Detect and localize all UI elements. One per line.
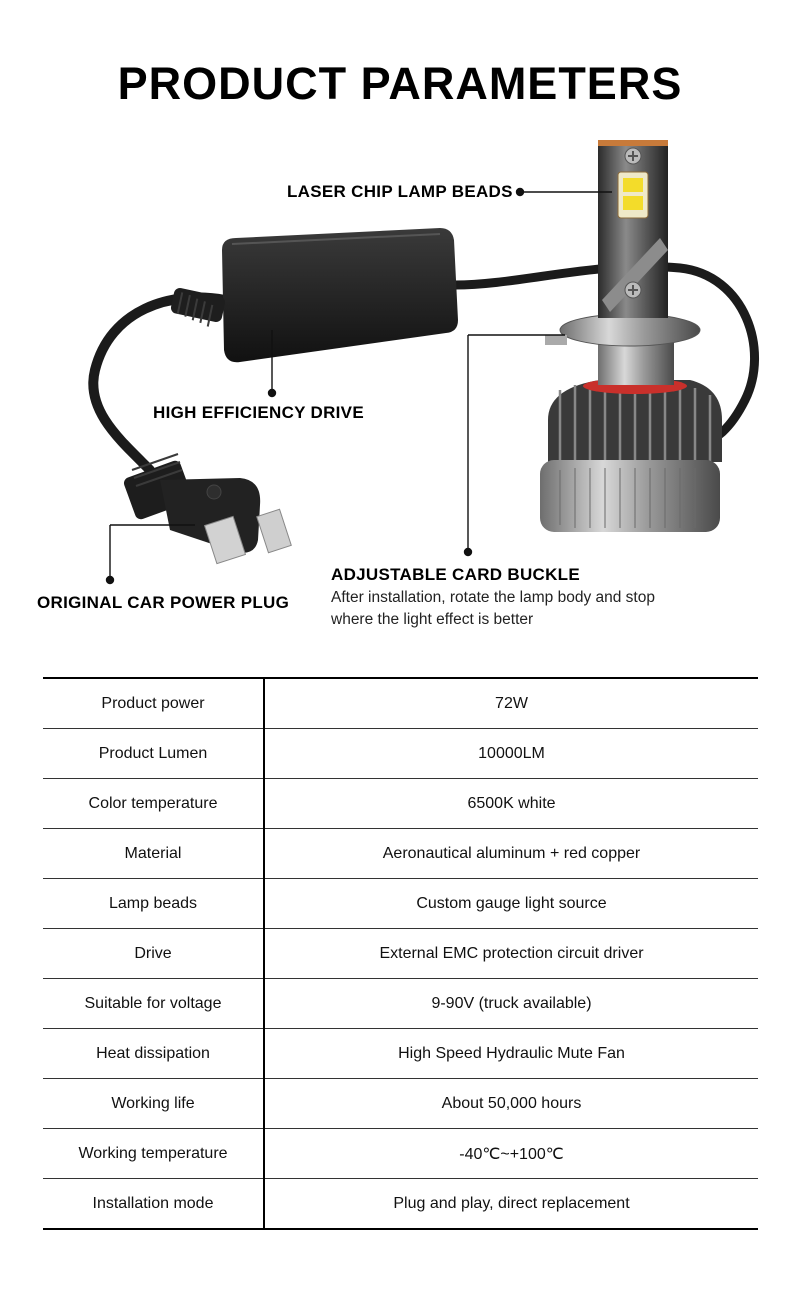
param-key: Material bbox=[43, 829, 264, 879]
car-power-plug bbox=[122, 454, 291, 564]
param-key: Product Lumen bbox=[43, 729, 264, 779]
param-value: Aeronautical aluminum + red copper bbox=[264, 829, 758, 879]
cable-lower bbox=[93, 298, 225, 470]
param-key: Lamp beads bbox=[43, 879, 264, 929]
param-value: External EMC protection circuit driver bbox=[264, 929, 758, 979]
table-row bbox=[43, 1179, 758, 1230]
param-value: High Speed Hydraulic Mute Fan bbox=[264, 1029, 758, 1079]
product-illustration bbox=[0, 130, 800, 670]
param-value: Plug and play, direct replacement bbox=[393, 1194, 630, 1212]
param-value: 10000LM bbox=[264, 729, 758, 779]
buckle-description-line-1: After installation, rotate the lamp body and stop bbox=[331, 589, 655, 606]
table-row bbox=[43, 779, 758, 829]
callout-adjustable-card-buckle: ADJUSTABLE CARD BUCKLE bbox=[331, 565, 581, 584]
param-value: 9-90V (truck available) bbox=[264, 979, 758, 1029]
table-row bbox=[43, 1029, 758, 1079]
table-row bbox=[43, 678, 758, 729]
table-row bbox=[43, 829, 758, 879]
callout-buckle-description bbox=[331, 587, 655, 631]
page-title: PRODUCT PARAMETERS bbox=[117, 58, 683, 109]
param-value: Custom gauge light source bbox=[264, 879, 758, 929]
param-key: Working temperature bbox=[43, 1129, 264, 1179]
param-key: Installation mode bbox=[43, 1179, 264, 1230]
table-row bbox=[43, 729, 758, 779]
param-value: About 50,000 hours bbox=[264, 1079, 758, 1129]
led-bulb bbox=[540, 140, 722, 532]
param-key: Color temperature bbox=[43, 779, 264, 829]
table-row bbox=[43, 979, 758, 1029]
table-row bbox=[43, 1129, 758, 1179]
table-row bbox=[43, 1079, 758, 1129]
param-key: Drive bbox=[43, 929, 264, 979]
driver-box bbox=[170, 228, 458, 362]
param-value: 6500K white bbox=[264, 779, 758, 829]
callout-laser-chip-lamp-beads: LASER CHIP LAMP BEADS bbox=[287, 182, 513, 201]
param-value: 72W bbox=[264, 678, 758, 729]
param-key: Suitable for voltage bbox=[43, 979, 264, 1029]
param-key: Working life bbox=[43, 1079, 264, 1129]
param-key: Heat dissipation bbox=[43, 1029, 264, 1079]
buckle-description-line-2: where the light effect is better bbox=[331, 611, 534, 628]
parameters-table bbox=[43, 677, 758, 1230]
table-row bbox=[43, 929, 758, 979]
param-key: Product power bbox=[43, 678, 264, 729]
callout-high-efficiency-drive: HIGH EFFICIENCY DRIVE bbox=[153, 403, 364, 422]
param-value: -40℃~+100℃ bbox=[264, 1129, 758, 1179]
callout-original-car-power-plug: ORIGINAL CAR POWER PLUG bbox=[37, 593, 290, 612]
table-row bbox=[43, 879, 758, 929]
